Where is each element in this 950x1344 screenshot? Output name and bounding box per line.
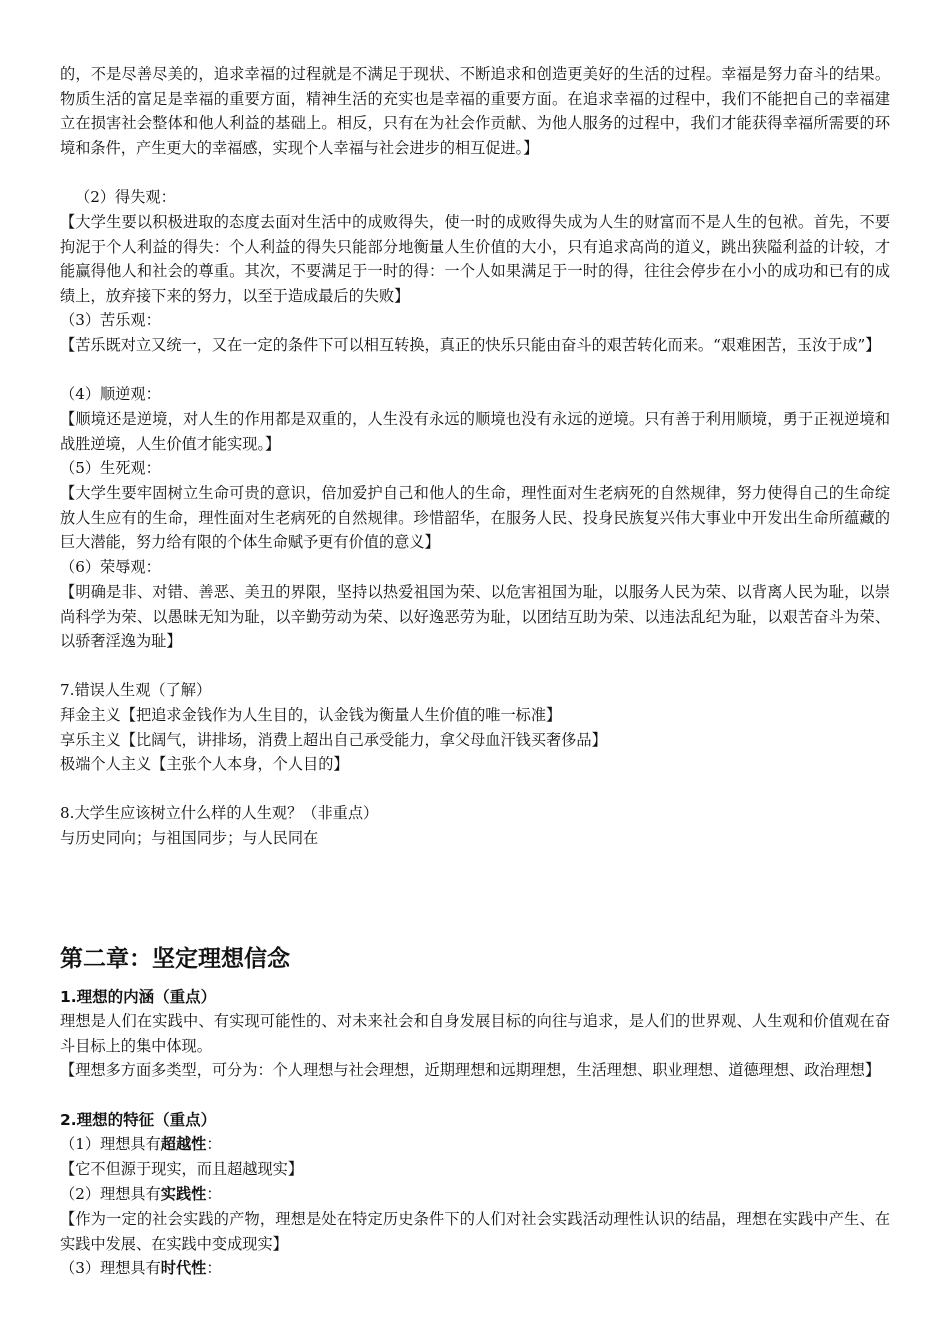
- feature-era-prefix: （3）理想具有: [60, 1259, 161, 1277]
- ideal-meaning-definition: 理想是人们在实践中、有实现可能性的、对未来社会和自身发展目标的向往与追求，是人们的世界观、人生观和价值观在奋斗目标上的集中体现。: [60, 1012, 890, 1055]
- question-8-heading: 8.大学生应该树立什么样的人生观？（非重点）: [60, 804, 379, 822]
- ideal-features-heading: 2.理想的特征（重点）: [60, 1111, 217, 1129]
- chapter-title: 第二章：坚定理想信念: [60, 946, 290, 972]
- feature-transcendence-body: 【它不但源于现实，而且超越现实】: [60, 1160, 303, 1178]
- ideal-meaning-heading: 1.理想的内涵（重点）: [60, 988, 217, 1006]
- feature-era-heading: [60, 1256, 890, 1281]
- feature-transcendence-prefix: （1）理想具有: [60, 1135, 161, 1153]
- feature-transcendence-colon: ：: [206, 1135, 222, 1153]
- feature-era-colon: ：: [206, 1259, 222, 1277]
- question-7-item-individualism: 极端个人主义【主张个人本身，个人目的】: [60, 755, 349, 773]
- section-adversity-body: 【顺境还是逆境，对人生的作用都是双重的，人生没有永远的顺境也没有永远的逆境。只有善于利用顺境，勇于正视逆境和战胜逆境，人生价值才能实现。】: [60, 410, 890, 453]
- section-life-death-body: 【大学生要牢固树立生命可贵的意识，倍加爱护自己和他人的生命，理性面对生老病死的自然规律，努力使得自己的生命绽放人生应有的生命，理性面对生老病死的自然规律。珍惜韶华，在服务人民、投身民族复兴伟大事业中开发出生命所蕴藏的巨大潜能，努力给有限的个体生命赋予更有价值的意义】: [60, 484, 890, 551]
- section-hardship-joy-heading: （3）苦乐观：: [60, 311, 161, 329]
- happiness-paragraph: 的，不是尽善尽美的，追求幸福的过程就是不满足于现状、不断追求和创造更美好的生活的过程。幸福是努力奋斗的结果。物质生活的富足是幸福的重要方面，精神生活的充实也是幸福的重要方面。在追求幸福的过程中，我们不能把自己的幸福建立在损害社会整体和他人利益的基础上。相反，只有在为社会作贡献、为他人服务的过程中，我们才能获得幸福所需要的环境和条件，产生更大的幸福感，实现个人幸福与社会进步的相互促进。】: [60, 65, 890, 157]
- question-7-item-hedonism: 享乐主义【比阔气，讲排场，消费上超出自己承受能力，拿父母血汗钱买奢侈品】: [60, 731, 607, 749]
- section-gain-loss-body: 【大学生要以积极进取的态度去面对生活中的成败得失，使一时的成败得失成为人生的财富而不是人生的包袱。首先，不要拘泥于个人利益的得失：个人利益的得失只能部分地衡量人生价值的大小，只有追求高尚的道义，跳出狭隘利益的计较，才能赢得他人和社会的尊重。其次，不要满足于一时的得：一个人如果满足于一时的得，往往会停步在小小的成功和已有的成绩上，放弃接下来的努力，以至于造成最后的失败】: [60, 213, 890, 305]
- section-adversity-heading: （4）顺逆观：: [60, 385, 161, 403]
- feature-transcendence-heading: [60, 1132, 890, 1157]
- ideal-meaning-types: 【理想多方面多类型，可分为：个人理想与社会理想，近期理想和远期理想，生活理想、职业理想、道德理想、政治理想】: [60, 1061, 881, 1079]
- question-8-body: 与历史同向；与祖国同步；与人民同在: [60, 829, 319, 847]
- feature-practice-heading: [60, 1182, 890, 1207]
- feature-practice-prefix: （2）理想具有: [60, 1185, 161, 1203]
- section-honor-shame-heading: （6）荣辱观：: [60, 558, 161, 576]
- section-hardship-joy-body: 【苦乐既对立又统一，又在一定的条件下可以相互转换，真正的快乐只能由奋斗的艰苦转化而来。“艰难困苦，玉汝于成”】: [60, 336, 881, 354]
- feature-practice-body: 【作为一定的社会实践的产物，理想是处在特定历史条件下的人们对社会实践活动理性认识的结晶，理想在实践中产生、在实践中发展、在实践中变成现实】: [60, 1210, 890, 1253]
- feature-era-keyword: 时代性: [160, 1259, 207, 1277]
- section-gain-loss-heading: （2）得失观：: [75, 188, 176, 206]
- section-life-death-heading: （5）生死观：: [60, 459, 161, 477]
- feature-practice-keyword: 实践性: [160, 1185, 207, 1203]
- question-7-heading: 7.错误人生观（了解）: [60, 681, 212, 699]
- feature-transcendence-keyword: 超越性: [160, 1135, 207, 1153]
- feature-practice-colon: ：: [206, 1185, 222, 1203]
- question-7-item-mammonism: 拜金主义【把追求金钱作为人生目的，认金钱为衡量人生价值的唯一标准】: [60, 706, 562, 724]
- section-honor-shame-body: 【明确是非、对错、善恶、美丑的界限，坚持以热爱祖国为荣、以危害祖国为耻，以服务人民为荣、以背离人民为耻，以崇尚科学为荣、以愚昧无知为耻，以辛勤劳动为荣、以好逸恶劳为耻，以团结互助为荣、以违法乱纪为耻，以艰苦奋斗为荣、以骄奢淫逸为耻】: [60, 583, 890, 650]
